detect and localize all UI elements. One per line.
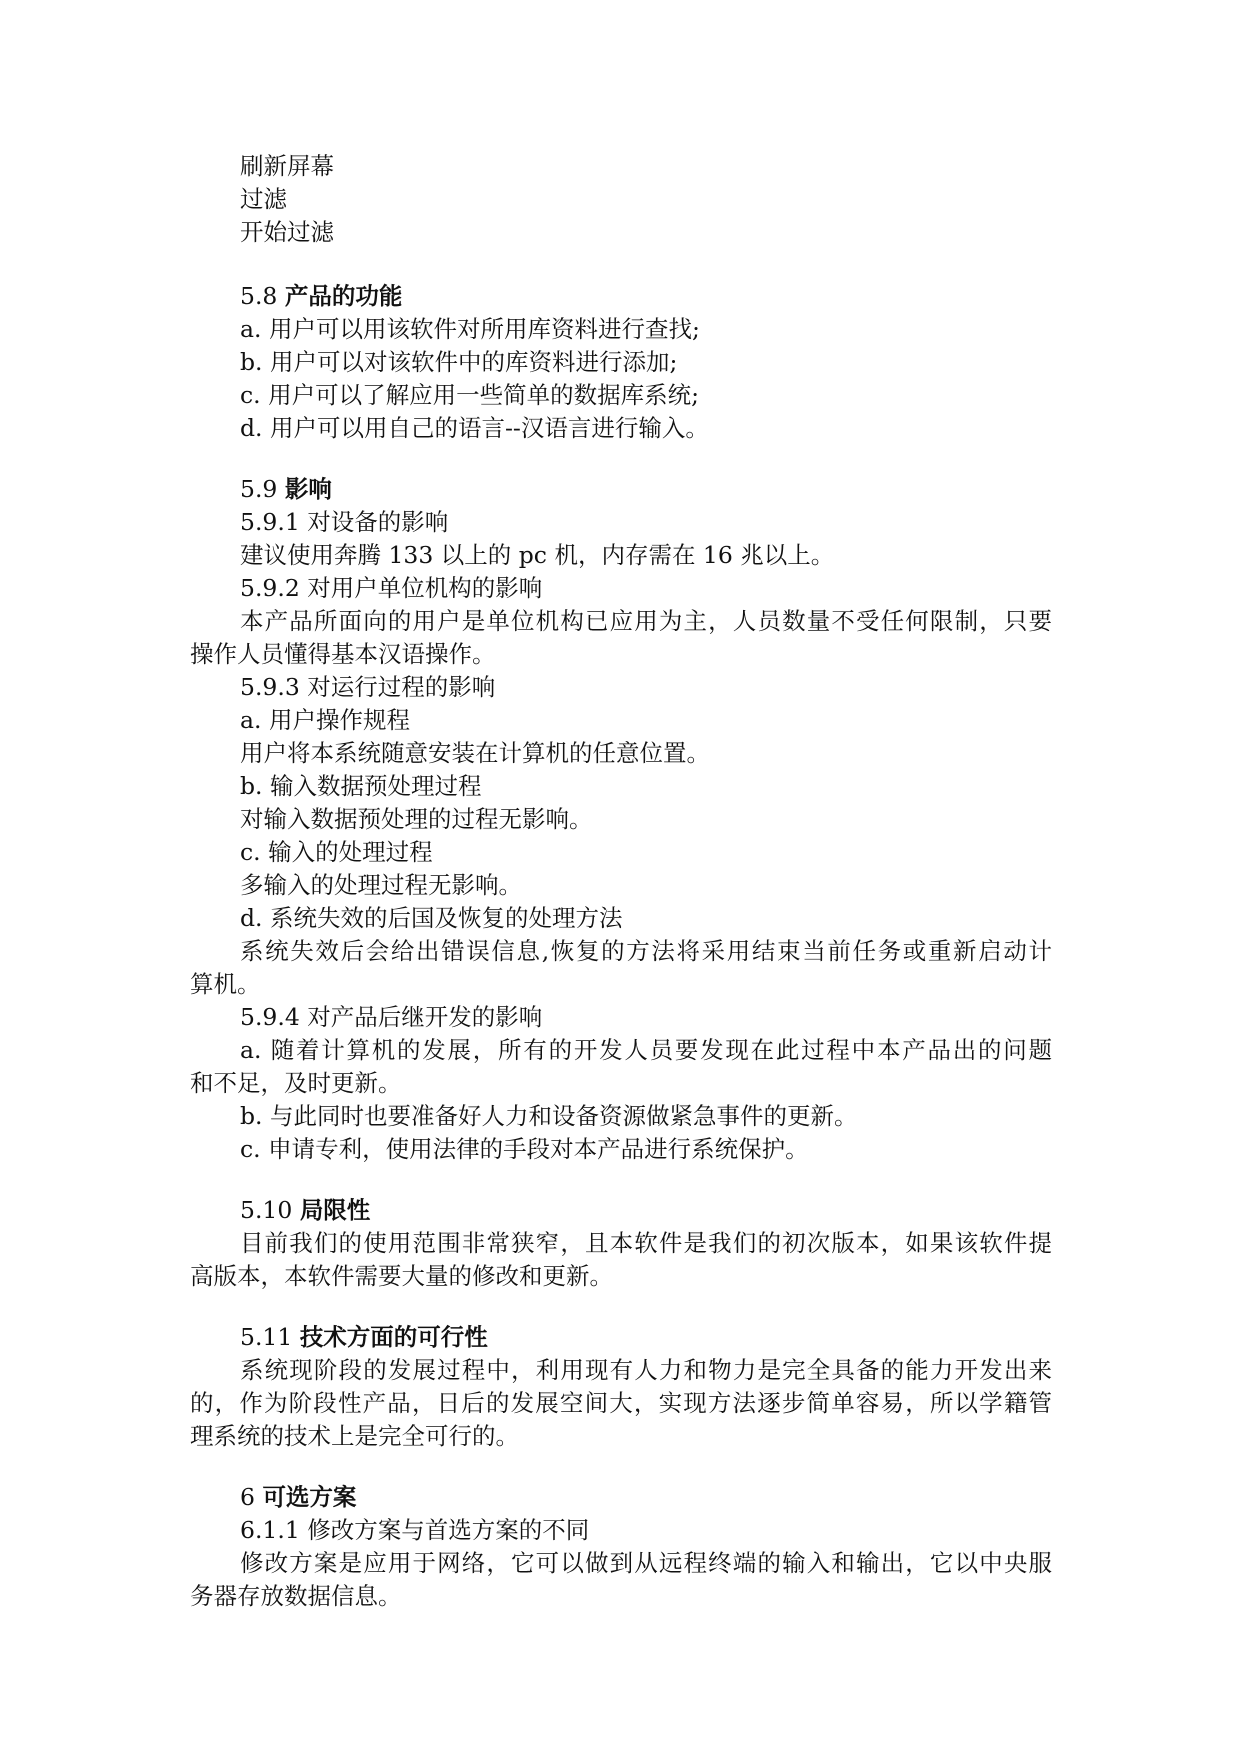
section-5-10-heading xyxy=(240,1194,370,1226)
paragraph-line: 和不足，及时更新。 xyxy=(190,1069,402,1097)
paragraph: 多输入的处理过程无影响。 xyxy=(240,871,522,899)
paragraph-line: 目前我们的使用范围非常狭窄，且本软件是我们的初次版本，如果该软件提 xyxy=(240,1229,1052,1257)
menu-start-filter: 开始过滤 xyxy=(240,218,334,246)
item-title: d. 系统失效的后国及恢复的处理方法 xyxy=(240,904,623,932)
item-title: b. 输入数据预处理过程 xyxy=(240,772,482,800)
section-number: 5.8 xyxy=(240,282,278,310)
section-title: 技术方面的可行性 xyxy=(299,1323,488,1351)
paragraph: 用户将本系统随意安装在计算机的任意位置。 xyxy=(240,739,710,767)
list-item: d. 用户可以用自己的语言--汉语言进行输入。 xyxy=(240,414,709,442)
menu-filter: 过滤 xyxy=(240,185,287,213)
section-number: 5.9 xyxy=(240,475,278,503)
list-item: b. 用户可以对该软件中的库资料进行添加; xyxy=(240,348,678,376)
subsection-5-9-1-title: 5.9.1 对设备的影响 xyxy=(240,508,449,536)
list-item: c. 申请专利，使用法律的手段对本产品进行系统保护。 xyxy=(240,1135,809,1163)
section-5-9-heading xyxy=(240,473,332,505)
section-title: 可选方案 xyxy=(262,1483,357,1511)
section-5-8-heading xyxy=(240,280,402,312)
paragraph-line: 务器存放数据信息。 xyxy=(190,1582,402,1610)
paragraph-line: 本产品所面向的用户是单位机构已应用为主，人员数量不受任何限制，只要 xyxy=(240,607,1052,635)
subsection-5-9-3-title: 5.9.3 对运行过程的影响 xyxy=(240,673,496,701)
paragraph-line: 理系统的技术上是完全可行的。 xyxy=(190,1422,519,1450)
paragraph-line: a. 随着计算机的发展，所有的开发人员要发现在此过程中本产品出的问题 xyxy=(240,1036,1052,1064)
paragraph: 对输入数据预处理的过程无影响。 xyxy=(240,805,593,833)
subsection-5-9-2-title: 5.9.2 对用户单位机构的影响 xyxy=(240,574,543,602)
list-item: a. 用户可以用该软件对所用库资料进行查找; xyxy=(240,315,700,343)
section-title: 产品的功能 xyxy=(284,282,403,310)
paragraph-line: 系统失效后会给出错误信息,恢复的方法将采用结束当前任务或重新启动计 xyxy=(240,937,1052,965)
paragraph: 建议使用奔腾 133 以上的 pc 机，内存需在 16 兆以上。 xyxy=(240,541,835,569)
section-number: 5.11 xyxy=(240,1323,293,1351)
section-6-heading xyxy=(240,1481,356,1513)
paragraph-line: 修改方案是应用于网络，它可以做到从远程终端的输入和输出，它以中央服 xyxy=(240,1549,1052,1577)
item-title: c. 输入的处理过程 xyxy=(240,838,433,866)
list-item: b. 与此同时也要准备好人力和设备资源做紧急事件的更新。 xyxy=(240,1102,858,1130)
paragraph-line: 算机。 xyxy=(190,970,261,998)
paragraph-line: 系统现阶段的发展过程中，利用现有人力和物力是完全具备的能力开发出来 xyxy=(240,1356,1052,1384)
section-number: 6 xyxy=(240,1483,255,1511)
list-item: c. 用户可以了解应用一些简单的数据库系统; xyxy=(240,381,700,409)
paragraph-line: 的，作为阶段性产品，日后的发展空间大，实现方法逐步简单容易，所以学籍管 xyxy=(190,1389,1052,1417)
subsection-5-9-4-title: 5.9.4 对产品后继开发的影响 xyxy=(240,1003,543,1031)
paragraph-line: 操作人员懂得基本汉语操作。 xyxy=(190,640,496,668)
item-title: a. 用户操作规程 xyxy=(240,706,410,734)
subsection-6-1-1-title: 6.1.1 修改方案与首选方案的不同 xyxy=(240,1516,590,1544)
menu-refresh: 刷新屏幕 xyxy=(240,152,334,180)
section-title: 影响 xyxy=(284,475,332,503)
section-number: 5.10 xyxy=(240,1196,293,1224)
section-5-11-heading xyxy=(240,1321,488,1353)
section-title: 局限性 xyxy=(299,1196,371,1224)
paragraph-line: 高版本，本软件需要大量的修改和更新。 xyxy=(190,1262,613,1290)
